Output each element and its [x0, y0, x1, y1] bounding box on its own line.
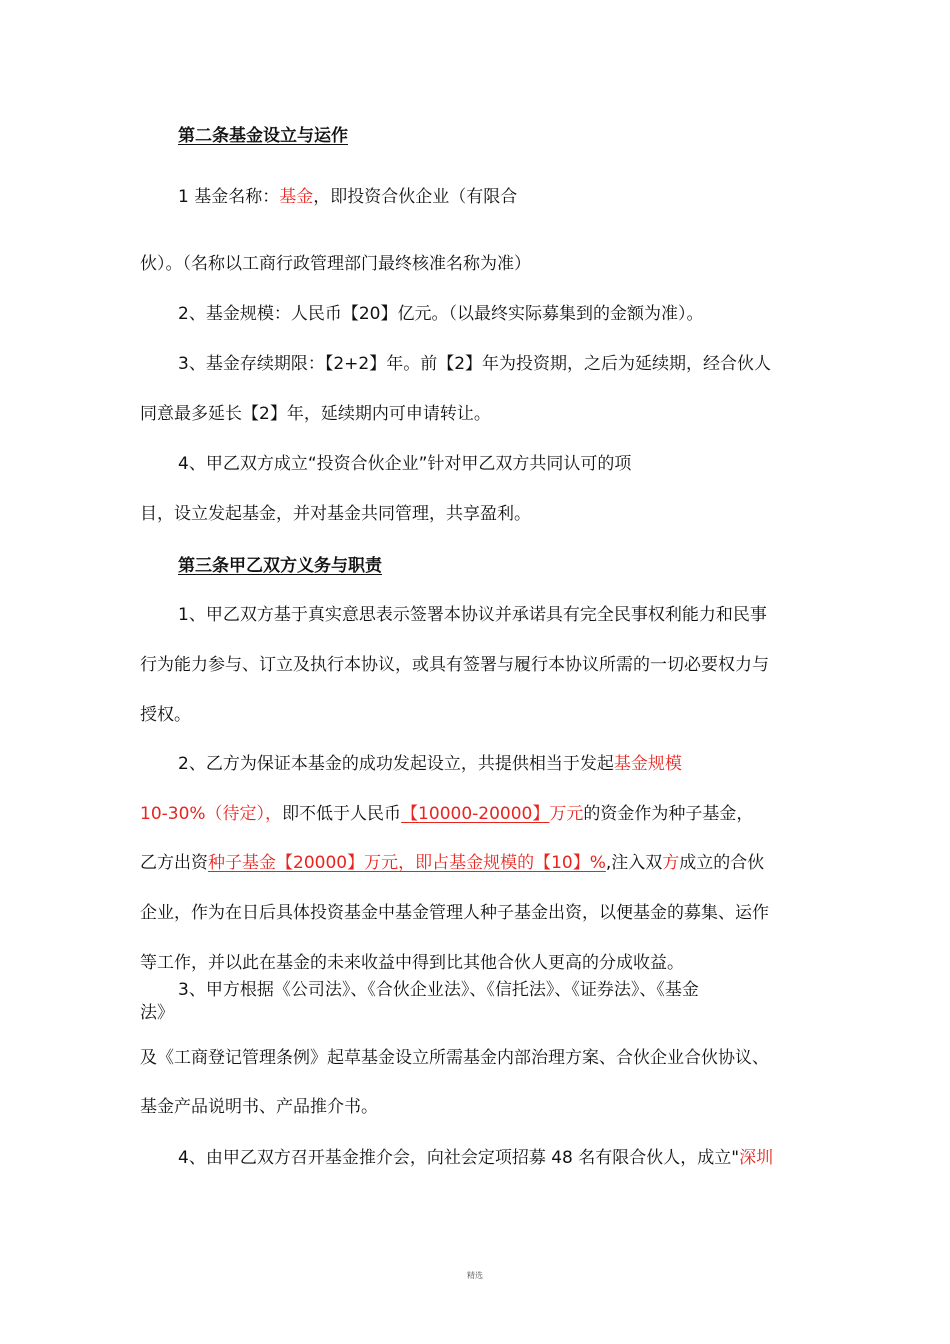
fund-term-line2: 同意最多延长【2】年，延续期内可申请转让。 — [140, 404, 491, 424]
duties-p1-line2: 行为能力参与、订立及执行本协议，或具有签署与履行本协议所需的一切必要权力与 — [140, 655, 769, 675]
text: ，即投资合伙企业（有限合 — [313, 187, 518, 207]
duties-p2-line4: 企业，作为在日后具体投资基金中基金管理人种子基金出资，以便基金的募集、运作 — [140, 903, 769, 923]
article2-heading: 第二条基金设立与运作 — [178, 126, 348, 146]
duties-p3-line2: 及《工商登记管理条例》起草基金设立所需基金内部治理方案、合伙企业合伙协议、 — [140, 1048, 769, 1068]
duties-p3-line1b: 法》 — [140, 1003, 174, 1023]
party-highlight: 方 — [662, 853, 680, 873]
duties-p2-line2 — [140, 802, 753, 826]
duties-p4-line1 — [178, 1146, 773, 1170]
text: 的资金作为种子基金， — [583, 804, 754, 824]
duties-p2-line5: 等工作，并以此在基金的未来收益中得到比其他合伙人更高的分成收益。 — [140, 953, 684, 973]
text: 4、由甲乙双方召开基金推介会，向社会定项招募 48 名有限合伙人，成立" — [178, 1148, 740, 1168]
text: 乙方出资 — [140, 853, 208, 873]
partnership-line2: 目，设立发起基金，并对基金共同管理，共享盈利。 — [140, 504, 531, 524]
text: 1 基金名称： — [178, 187, 280, 207]
text: ,注入双 — [605, 853, 663, 873]
fund-name-highlight: 基金 — [279, 187, 314, 207]
page-footer: 精选 — [467, 1271, 483, 1280]
text: 即不低于人民币 — [282, 804, 402, 824]
fund-scale-highlight: 基金规模 — [613, 754, 682, 774]
partnership-line1: 4、甲乙双方成立“投资合伙企业”针对甲乙双方共同认可的项 — [178, 454, 632, 474]
unit-highlight: 万元 — [549, 804, 584, 824]
city-highlight: 深圳 — [739, 1148, 774, 1168]
duties-p3-line1: 3、甲方根据《公司法》、《合伙企业法》、《信托法》、《证券法》、《基金 — [178, 980, 699, 1000]
fund-name-line1 — [178, 185, 517, 209]
duties-p2-line3 — [140, 851, 764, 875]
duties-p1-line1: 1、甲乙双方基于真实意思表示签署本协议并承诺具有完全民事权利能力和民事 — [178, 605, 767, 625]
fund-name-line2: 伙）。（名称以工商行政管理部门最终核准名称为准） — [140, 254, 531, 274]
seed-fund-highlight: 种子基金【20000】万元，即占基金规模的【10】% — [208, 853, 606, 873]
amount-highlight: 【10000-20000】 — [401, 804, 550, 824]
text: 2、乙方为保证本基金的成功发起设立，共提供相当于发起 — [178, 754, 614, 774]
fund-size-line: 2、基金规模：人民币【20】亿元。（以最终实际募集到的金额为准）。 — [178, 304, 704, 324]
duties-p1-line3: 授权。 — [140, 705, 191, 725]
duties-p3-line3: 基金产品说明书、产品推介书。 — [140, 1097, 378, 1117]
text: 成立的合伙 — [679, 853, 765, 873]
percent-highlight: 10-30%（待定）， — [140, 804, 283, 824]
article3-heading: 第三条甲乙双方义务与职责 — [178, 556, 382, 576]
fund-term-line1: 3、基金存续期限：【2+2】年。前【2】年为投资期，之后为延续期，经合伙人 — [178, 354, 772, 374]
duties-p2-line1 — [178, 752, 682, 776]
